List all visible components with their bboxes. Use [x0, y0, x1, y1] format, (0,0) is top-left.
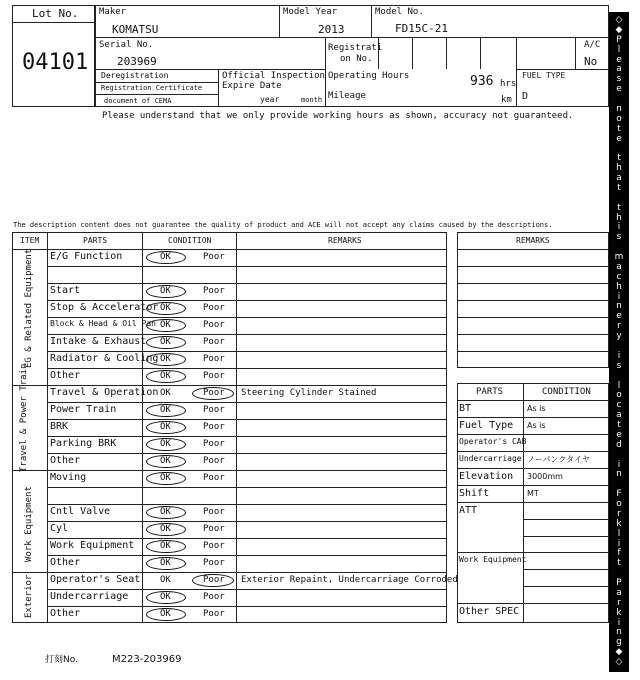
- mileage-label: Mileage: [328, 91, 366, 101]
- hours-notice: Please understand that we only provide working hours as shown, accuracy not guaranteed.: [102, 111, 574, 121]
- side-notice-char: f: [617, 548, 621, 559]
- ok-option: OK: [160, 371, 171, 381]
- side-notice-char: ◇: [615, 15, 623, 25]
- spec-value: As is: [527, 421, 546, 430]
- spec-label: ATT: [459, 505, 478, 516]
- side-notice-char: P: [616, 578, 622, 589]
- spec-label: Elevation: [459, 471, 514, 482]
- ok-circle-mark: [146, 608, 186, 621]
- spec-parts-header: PARTS: [476, 387, 504, 397]
- ok-option: OK: [160, 337, 171, 347]
- side-notice-char: a: [616, 173, 622, 184]
- ac-value: No: [584, 55, 598, 68]
- ok-option: OK: [160, 405, 171, 415]
- spec-label: Fuel Type: [459, 420, 514, 431]
- operating-hours-label: Operating Hours: [328, 71, 410, 81]
- poor-option: Poor: [203, 456, 225, 466]
- ok-option: OK: [160, 303, 171, 313]
- serial-label: Serial No.: [99, 40, 154, 50]
- part-label: Operator's Seat: [50, 574, 141, 585]
- side-notice-char: n: [616, 103, 622, 114]
- lot-number: 04101: [22, 50, 89, 75]
- serial-value: 203969: [117, 55, 157, 68]
- ok-option: OK: [160, 388, 171, 398]
- ok-option: OK: [160, 524, 171, 534]
- ok-circle-mark: [146, 455, 186, 468]
- poor-option: Poor: [203, 388, 225, 398]
- model-no-label: Model No.: [375, 7, 424, 17]
- side-notice-char: ◆: [615, 647, 623, 658]
- model-year-label: Model Year: [283, 7, 338, 17]
- side-notice-char: c: [616, 400, 622, 411]
- side-notice-char: y: [616, 331, 622, 342]
- side-notice-char: t: [617, 123, 621, 134]
- part-label: Power Train: [50, 404, 117, 415]
- poor-circle-mark: [192, 387, 234, 400]
- side-notice-char: e: [616, 54, 622, 65]
- ok-option: OK: [160, 439, 171, 449]
- side-notice-char: r: [617, 321, 621, 332]
- ok-option: OK: [160, 541, 171, 551]
- poor-option: Poor: [203, 558, 225, 568]
- part-label: Stop & Accelerator: [50, 302, 159, 313]
- side-notice-char: i: [617, 538, 621, 549]
- item-header: ITEM: [20, 236, 40, 245]
- part-label: Intake & Exhaust: [50, 336, 147, 347]
- spec-label: BT: [459, 403, 472, 414]
- poor-option: Poor: [203, 337, 225, 347]
- side-notice-char: a: [616, 410, 622, 421]
- inspection-label-2: Expire Date: [222, 81, 282, 91]
- ok-option: OK: [160, 473, 171, 483]
- spec-label: Other SPEC: [459, 606, 520, 617]
- inspection-label: Official Inspection: [222, 71, 325, 81]
- parts-header: PARTS: [83, 236, 108, 245]
- ok-circle-mark: [146, 540, 186, 553]
- ok-circle-mark: [146, 506, 186, 519]
- side-notice-char: e: [616, 429, 622, 440]
- side-notice-char: o: [616, 390, 622, 401]
- hrs-unit: hrs: [500, 79, 517, 89]
- remarks-header: REMARKS: [328, 236, 362, 245]
- poor-option: Poor: [203, 320, 225, 330]
- ok-option: OK: [160, 286, 171, 296]
- side-notice-char: ◆: [615, 24, 623, 35]
- fuel-type-label: FUEL TYPE: [522, 71, 566, 80]
- registration-certificate: Registration Certificate: [101, 84, 203, 92]
- part-label: Other: [50, 455, 81, 466]
- ok-option: OK: [160, 252, 171, 262]
- ok-circle-mark: [146, 591, 186, 604]
- side-notice-char: i: [617, 291, 621, 302]
- ok-circle-mark: [146, 421, 186, 434]
- side-notice-char: o: [616, 113, 622, 124]
- side-notice-char: P: [616, 34, 622, 45]
- footer-label: 打刻No.: [45, 655, 78, 665]
- registration-label-2: on No.: [340, 54, 373, 64]
- poor-option: Poor: [203, 354, 225, 364]
- ok-option: OK: [160, 320, 171, 330]
- ok-circle-mark: [146, 404, 186, 417]
- side-notice-char: m: [614, 252, 624, 263]
- side-notice-char: h: [616, 281, 622, 292]
- side-notice-char: e: [616, 311, 622, 322]
- spec-value: ノーパンクタイヤ: [527, 455, 590, 464]
- side-notice-char: ◇: [615, 657, 623, 668]
- side-notice-char: i: [617, 350, 621, 361]
- poor-option: Poor: [203, 592, 225, 602]
- poor-option: Poor: [203, 439, 225, 449]
- poor-option: Poor: [203, 252, 225, 262]
- ok-option: OK: [160, 575, 171, 585]
- ok-circle-mark: [146, 319, 186, 332]
- part-label: Radiator & Cooling: [50, 353, 159, 364]
- side-notice-char: g: [616, 637, 622, 648]
- side-notice-char: s: [616, 232, 622, 243]
- ok-circle-mark: [146, 285, 186, 298]
- side-notice-char: i: [617, 617, 621, 628]
- model-year-value: 2013: [318, 23, 345, 36]
- side-notice-char: i: [617, 459, 621, 470]
- month-label: month: [301, 96, 323, 104]
- side-notice-char: a: [616, 64, 622, 75]
- part-label: Work Equipment: [50, 540, 135, 551]
- side-notice-char: e: [616, 84, 622, 95]
- spec-condition-header: CONDITION: [542, 387, 591, 397]
- poor-option: Poor: [203, 371, 225, 381]
- side-notice-char: r: [617, 597, 621, 608]
- ok-circle-mark: [146, 302, 186, 315]
- part-label: Parking BRK: [50, 438, 117, 449]
- spec-label: Operator's CAB: [459, 437, 527, 446]
- spec-label: Undercarriage: [459, 454, 522, 463]
- part-label: Cyl: [50, 523, 69, 534]
- ok-circle-mark: [146, 523, 186, 536]
- group-label: EG & Related Equipment: [24, 248, 34, 368]
- ok-circle-mark: [146, 370, 186, 383]
- ok-option: OK: [160, 422, 171, 432]
- poor-option: Poor: [203, 524, 225, 534]
- remark-text: Steering Cylinder Stained: [241, 388, 377, 398]
- part-label: Moving: [50, 472, 87, 483]
- ok-circle-mark: [146, 336, 186, 349]
- ok-option: OK: [160, 558, 171, 568]
- spec-table: [457, 383, 609, 623]
- side-notice-char: t: [617, 153, 621, 164]
- side-notice-char: h: [616, 212, 622, 223]
- poor-option: Poor: [203, 405, 225, 415]
- side-notice-char: l: [617, 380, 621, 391]
- side-notice-char: l: [617, 44, 621, 55]
- side-notice-char: c: [616, 271, 622, 282]
- ok-option: OK: [160, 456, 171, 466]
- side-notice-char: n: [616, 469, 622, 480]
- side-notice-char: e: [616, 133, 622, 144]
- part-label: BRK: [50, 421, 69, 432]
- side-notice-char: k: [616, 607, 622, 618]
- part-label: Undercarriage: [50, 591, 129, 602]
- side-notice-char: k: [616, 518, 622, 529]
- poor-option: Poor: [203, 507, 225, 517]
- operating-hours-value: 936: [470, 74, 494, 89]
- side-notice-char: i: [617, 222, 621, 233]
- part-label: Other: [50, 370, 81, 381]
- poor-option: Poor: [203, 541, 225, 551]
- side-notice-char: d: [616, 439, 622, 450]
- part-label: Other: [50, 557, 81, 568]
- ok-option: OK: [160, 354, 171, 364]
- side-notice-char: t: [617, 420, 621, 431]
- disclaimer: The description content does not guarantee the quality of product and ACE will not accept any claims caused by the descriptions.: [13, 221, 553, 229]
- poor-option: Poor: [203, 286, 225, 296]
- lot-label: Lot No.: [32, 7, 79, 20]
- ok-option: OK: [160, 609, 171, 619]
- part-label: Other: [50, 608, 81, 619]
- side-notice-char: t: [617, 558, 621, 569]
- side-notice-char: a: [616, 261, 622, 272]
- side-notice-char: t: [617, 202, 621, 213]
- condition-header: CONDITION: [168, 236, 212, 245]
- spec-value: MT: [527, 489, 539, 498]
- side-notice-char: o: [616, 499, 622, 510]
- spec-label: Shift: [459, 488, 490, 499]
- poor-option: Poor: [203, 422, 225, 432]
- group-label: Travel & Power Train: [19, 363, 29, 472]
- poor-option: Poor: [203, 609, 225, 619]
- poor-option: Poor: [203, 303, 225, 313]
- poor-circle-mark: [192, 574, 234, 587]
- part-label: Cntl Valve: [50, 506, 111, 517]
- model-no-value: FD15C-21: [395, 22, 448, 35]
- side-notice-char: t: [617, 182, 621, 193]
- ok-circle-mark: [146, 472, 186, 485]
- group-label: Work Equipment: [24, 486, 34, 562]
- ok-option: OK: [160, 507, 171, 517]
- poor-option: Poor: [203, 473, 225, 483]
- side-notice-char: F: [616, 489, 622, 500]
- ac-label: A/C: [584, 40, 601, 50]
- side-notice-char: h: [616, 163, 622, 174]
- deregistration-label: Deregistration: [101, 71, 169, 80]
- side-notice-char: n: [616, 627, 622, 638]
- maker-label: Maker: [99, 7, 127, 17]
- spec-label: Work Equipment: [459, 555, 527, 564]
- side-notice-char: n: [616, 301, 622, 312]
- year-label: year: [260, 95, 280, 104]
- remarks-right-header: REMARKS: [516, 236, 550, 245]
- ok-circle-mark: [146, 353, 186, 366]
- group-label: Exterior: [24, 574, 34, 618]
- side-notice-char: s: [616, 360, 622, 371]
- maker-value: KOMATSU: [112, 23, 159, 36]
- km-unit: km: [501, 95, 512, 105]
- cema-document: document of CEMA: [104, 97, 172, 105]
- remark-text: Exterior Repaint, Undercarriage Corroded: [241, 575, 458, 585]
- spec-value: As is: [527, 404, 546, 413]
- ok-circle-mark: [146, 438, 186, 451]
- side-notice-char: r: [617, 508, 621, 519]
- fuel-type-value: D: [522, 91, 529, 102]
- part-label: Start: [50, 285, 81, 296]
- footer-value: M223-203969: [112, 654, 182, 665]
- ok-circle-mark: [146, 557, 186, 570]
- part-label: E/G Function: [50, 251, 123, 262]
- ok-option: OK: [160, 592, 171, 602]
- registration-label: Registrati: [328, 43, 383, 53]
- side-notice-char: l: [617, 528, 621, 539]
- poor-option: Poor: [203, 575, 225, 585]
- part-label: Block & Head & Oil Pan: [50, 319, 156, 328]
- spec-value: 3000mm: [527, 472, 563, 481]
- side-notice-char: s: [616, 74, 622, 85]
- side-notice-char: a: [616, 587, 622, 598]
- part-label: Travel & Operation: [50, 387, 159, 398]
- ok-circle-mark: [146, 251, 186, 264]
